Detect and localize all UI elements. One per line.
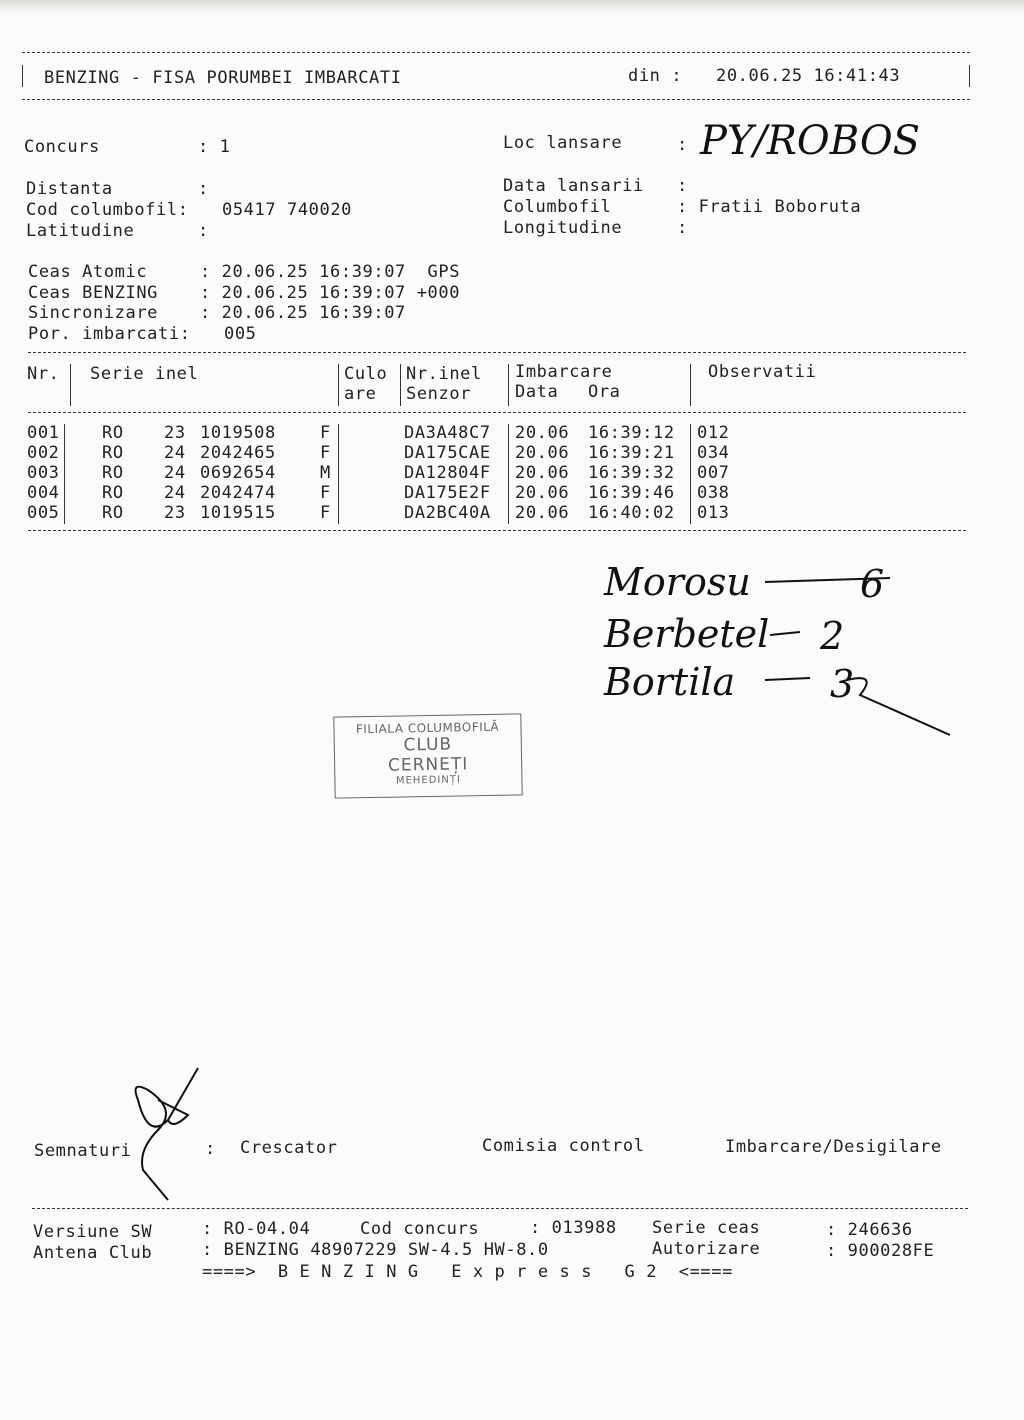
cell-an: 24	[164, 463, 186, 483]
cell-data: 20.06	[515, 483, 570, 503]
cell-nr: 002	[27, 443, 60, 463]
cell-tara: RO	[102, 443, 124, 463]
cell-an: 23	[164, 423, 186, 443]
cell-obs: 012	[697, 423, 730, 443]
note-name: Morosu	[604, 560, 751, 604]
serie-ceas-label: Serie ceas	[652, 1218, 761, 1238]
cod-concurs-value: : 013988	[530, 1218, 617, 1238]
header-observatii: Observatii	[708, 362, 817, 382]
cell-tara: RO	[102, 423, 124, 443]
stamp-line-2: CLUB	[403, 734, 453, 756]
concurs-label: Concurs	[24, 137, 100, 157]
columbofil-label: Columbofil	[503, 197, 612, 217]
cell-senzor: DA3A48C7	[404, 423, 491, 443]
col-sep	[690, 424, 691, 524]
cell-senzor: DA2BC40A	[404, 503, 491, 523]
col-sep	[508, 364, 509, 406]
cell-an: 23	[164, 503, 186, 523]
print-datetime: 20.06.25 16:41:43	[716, 66, 901, 86]
table-bottom-border	[28, 530, 966, 531]
loc-lansare-handwritten: PY/ROBOS	[700, 118, 921, 164]
stamp-line-3: CERNEȚI	[387, 754, 469, 776]
cod-columbofil-value: 05417 740020	[222, 200, 353, 220]
header-bottom-border	[22, 99, 970, 100]
cod-columbofil-label: Cod columbofil:	[26, 200, 189, 220]
cell-ora: 16:39:21	[588, 443, 675, 463]
cell-ora: 16:40:02	[588, 503, 675, 523]
cell-sex: F	[320, 423, 331, 443]
cod-concurs-label: Cod concurs	[360, 1219, 480, 1239]
note-count: 3	[830, 662, 855, 706]
autorizare-value: : 900028FE	[826, 1241, 935, 1261]
stamp-line-4: MEHEDINȚI	[395, 774, 462, 787]
cell-serie: 2042465	[200, 443, 276, 463]
cell-senzor: DA175CAE	[404, 443, 491, 463]
antena-value: : BENZING 48907229 SW-4.5 HW-8.0	[202, 1240, 549, 1260]
cell-sex: M	[320, 463, 331, 483]
header-right-bar	[969, 65, 970, 87]
col-sep	[400, 364, 401, 406]
sincronizare-value: : 20.06.25 16:39:07	[200, 303, 406, 323]
header-serie-inel: Serie inel	[90, 364, 199, 384]
latitudine-value: :	[198, 221, 209, 241]
cell-data: 20.06	[515, 443, 570, 463]
longitudine-label: Longitudine	[503, 218, 623, 238]
loc-lansare-label: Loc lansare	[503, 133, 623, 153]
ceas-benzing-label: Ceas BENZING	[28, 283, 159, 303]
header-top-border	[22, 52, 970, 53]
cell-tara: RO	[102, 463, 124, 483]
cell-data: 20.06	[515, 463, 570, 483]
stamp-line-1: FILIALA COLUMBOFILĂ	[355, 719, 500, 737]
cell-data: 20.06	[515, 503, 570, 523]
sign-comisia: Comisia control	[482, 1136, 645, 1156]
cell-serie: 1019508	[200, 423, 276, 443]
cell-nr: 003	[27, 463, 60, 483]
note-count: 2	[820, 614, 845, 658]
cell-ora: 16:39:46	[588, 483, 675, 503]
cell-ora: 16:39:32	[588, 463, 675, 483]
col-sep	[64, 424, 65, 524]
por-imbarcati-label: Por. imbarcati:	[28, 324, 191, 344]
club-stamp	[333, 713, 522, 798]
cell-serie: 1019515	[200, 503, 276, 523]
loc-lansare-colon: :	[677, 135, 688, 155]
cell-obs: 007	[697, 463, 730, 483]
header-nr-inel-2: Senzor	[406, 384, 472, 404]
header-nr-inel-1: Nr.inel	[406, 364, 482, 384]
col-sep	[338, 364, 339, 406]
ceas-benzing-value: : 20.06.25 16:39:07 +000	[200, 283, 461, 303]
footer-top-border	[32, 1208, 968, 1209]
data-lansarii-value: :	[677, 176, 688, 196]
cell-tara: RO	[102, 483, 124, 503]
sign-crescator: Crescator	[240, 1138, 338, 1158]
header-nr: Nr.	[27, 364, 60, 384]
header-culoare-1: Culo	[344, 364, 388, 384]
table-top-border	[28, 352, 966, 353]
versiune-label: Versiune SW	[33, 1222, 153, 1242]
note-name: Berbetel	[604, 612, 770, 656]
concurs-value: : 1	[198, 137, 231, 157]
header-culoare-2: are	[344, 384, 377, 404]
latitudine-label: Latitudine	[26, 221, 135, 241]
cell-data: 20.06	[515, 423, 570, 443]
header-imbarcare: Imbarcare	[515, 362, 613, 382]
cell-sex: F	[320, 503, 331, 523]
ceas-atomic-label: Ceas Atomic	[28, 262, 148, 282]
col-sep	[690, 364, 691, 406]
document-title: BENZING - FISA PORUMBEI IMBARCATI	[44, 68, 402, 88]
cell-nr: 004	[27, 483, 60, 503]
cell-sex: F	[320, 443, 331, 463]
antena-label: Antena Club	[33, 1243, 153, 1263]
semnaturi-colon: :	[205, 1139, 216, 1159]
por-imbarcati-value: 005	[224, 324, 257, 344]
handwritten-strokes	[760, 570, 960, 750]
sign-imbarcare: Imbarcare/Desigilare	[725, 1137, 942, 1157]
cell-ora: 16:39:12	[588, 423, 675, 443]
cell-serie: 0692654	[200, 463, 276, 483]
col-sep	[70, 364, 71, 406]
longitudine-value: :	[677, 218, 688, 238]
distanta-value: :	[198, 179, 209, 199]
note-name: Bortila	[604, 660, 736, 704]
header-left-bar	[22, 65, 23, 87]
note-count: 6	[860, 562, 885, 606]
col-sep	[338, 424, 339, 524]
benzing-banner: ====> B E N Z I N G E x p r e s s G 2 <====	[202, 1262, 733, 1282]
versiune-value: : RO-04.04	[202, 1219, 311, 1239]
cell-serie: 2042474	[200, 483, 276, 503]
cell-senzor: DA12804F	[404, 463, 491, 483]
din-label: din :	[628, 66, 683, 86]
semnaturi-label: Semnaturi	[34, 1141, 132, 1161]
cell-tara: RO	[102, 503, 124, 523]
autorizare-label: Autorizare	[652, 1239, 761, 1259]
header-imbarcare-ora: Ora	[588, 382, 621, 402]
paper-top-edge	[0, 0, 1024, 12]
cell-an: 24	[164, 443, 186, 463]
col-sep	[508, 424, 509, 524]
distanta-label: Distanta	[26, 179, 113, 199]
ceas-atomic-value: : 20.06.25 16:39:07 GPS	[200, 262, 461, 282]
cell-nr: 001	[27, 423, 60, 443]
cell-obs: 034	[697, 443, 730, 463]
columbofil-value: : Fratii Boboruta	[677, 197, 862, 217]
cell-sex: F	[320, 483, 331, 503]
data-lansarii-label: Data lansarii	[503, 176, 644, 196]
header-imbarcare-data: Data	[515, 382, 559, 402]
cell-obs: 038	[697, 483, 730, 503]
cell-obs: 013	[697, 503, 730, 523]
sincronizare-label: Sincronizare	[28, 303, 159, 323]
signature-scribble	[118, 1060, 208, 1210]
table-header-border	[28, 412, 966, 413]
cell-senzor: DA175E2F	[404, 483, 491, 503]
serie-ceas-value: : 246636	[826, 1220, 913, 1240]
cell-an: 24	[164, 483, 186, 503]
cell-nr: 005	[27, 503, 60, 523]
